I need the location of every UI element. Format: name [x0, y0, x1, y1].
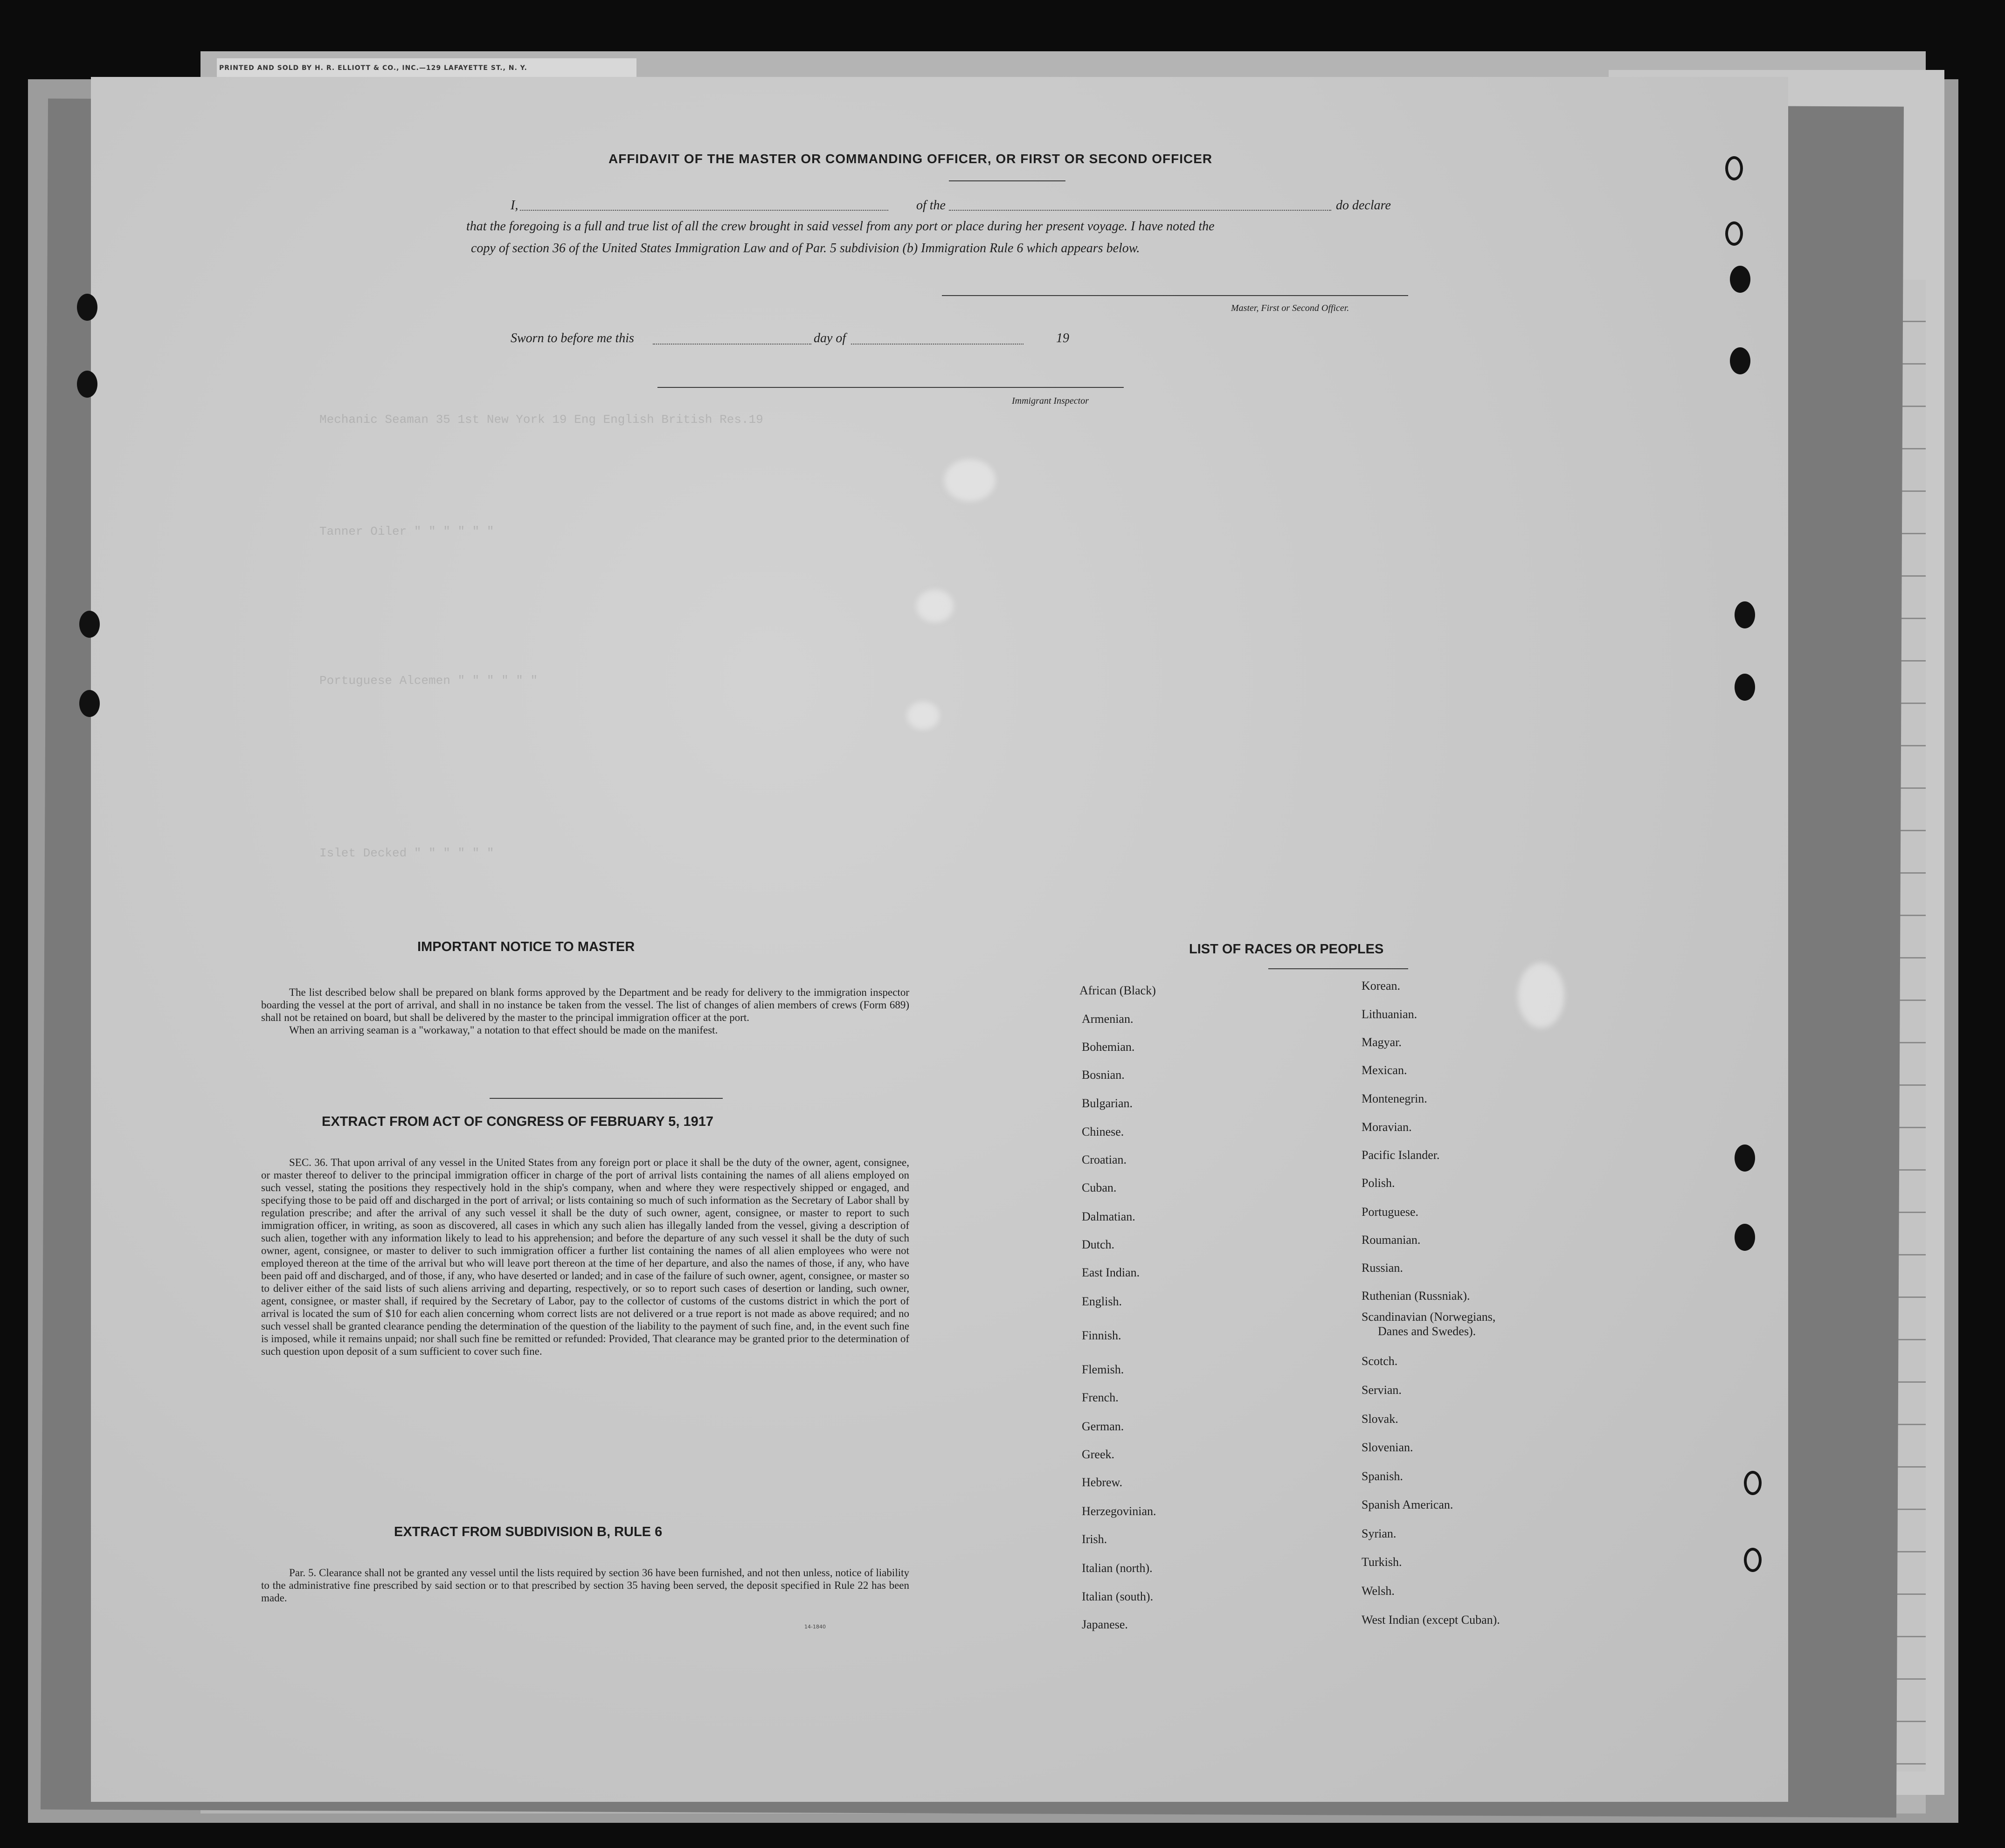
- stain: [1518, 963, 1564, 1028]
- document-page: [91, 77, 1788, 1802]
- ghost-text: Tanner Oiler " " " " " ": [319, 524, 494, 538]
- races-title: LIST OF RACES OR PEOPLES: [1189, 942, 1384, 957]
- race-item: Bosnian.: [1082, 1068, 1125, 1082]
- race-item: Korean.: [1362, 979, 1401, 993]
- binder-hole: [1735, 601, 1755, 628]
- race-item: Cuban.: [1082, 1181, 1117, 1194]
- notice-paragraph-1: The list described below shall be prepared on blank forms approved by the Department and be ready for delivery to the immigration inspector boarding the vessel at the port of arrival, and shall in no instance be taken from the vessel. The list of changes of alien members of crews (Form 689) shall not be retained on board, but shall be delivered by the master to the principal immigration officer at the port.: [261, 986, 909, 1023]
- master-signature-line[interactable]: [942, 295, 1408, 296]
- race-item: Ruthenian (Russniak).: [1362, 1289, 1470, 1303]
- binder-hole: [79, 611, 100, 638]
- section-rule: [490, 1098, 723, 1099]
- binder-hole: [79, 690, 100, 717]
- affidavit-title: AFFIDAVIT OF THE MASTER OR COMMANDING OFFICER, OR FIRST OR SECOND OFFICER: [608, 152, 1213, 166]
- race-item: Italian (north).: [1082, 1561, 1153, 1575]
- affidavit-line-3: copy of section 36 of the United States Immigration Law and of Par. 5 subdivision (b) Immigration Rule 6 which appears below.: [471, 241, 1140, 255]
- race-item: East Indian.: [1082, 1266, 1140, 1279]
- race-item: Japanese.: [1082, 1618, 1128, 1631]
- stain: [944, 459, 996, 501]
- binder-hole: [1744, 1548, 1762, 1572]
- race-item: Spanish.: [1362, 1469, 1403, 1483]
- ghost-text: Portuguese Alcemen " " " " " ": [319, 674, 538, 688]
- race-item: Slovenian.: [1362, 1441, 1413, 1454]
- race-item: Turkish.: [1362, 1555, 1402, 1569]
- extract-rule-text: [261, 1566, 909, 1604]
- race-item: Bulgarian.: [1082, 1096, 1133, 1110]
- race-item: Moravian.: [1362, 1120, 1412, 1134]
- race-item: Servian.: [1362, 1383, 1402, 1397]
- race-item: English.: [1082, 1295, 1122, 1308]
- binder-hole: [1735, 1224, 1755, 1251]
- extract-act-text: [261, 1156, 909, 1358]
- binder-hole: [1744, 1471, 1762, 1495]
- binder-hole: [1725, 221, 1743, 246]
- title-rule: [949, 180, 1065, 181]
- race-item: Bohemian.: [1082, 1040, 1135, 1054]
- race-item: Croatian.: [1082, 1153, 1127, 1166]
- race-item: Welsh.: [1362, 1584, 1395, 1598]
- binder-hole: [1730, 266, 1750, 293]
- binder-hole: [1725, 156, 1743, 180]
- ghost-text: Mechanic Seaman 35 1st New York 19 Eng English British Res.19: [319, 413, 763, 427]
- race-item: Chinese.: [1082, 1125, 1124, 1138]
- binder-hole: [1735, 674, 1755, 701]
- binder-hole: [1735, 1145, 1755, 1172]
- day-of-label: day of: [814, 331, 846, 345]
- sworn-label: Sworn to before me this: [511, 331, 634, 345]
- race-item: African (Black): [1079, 984, 1156, 997]
- year-prefix: 19: [1056, 331, 1069, 345]
- race-item: Syrian.: [1362, 1527, 1397, 1540]
- race-item: Pacific Islander.: [1362, 1148, 1440, 1162]
- do-declare-label: do declare: [1336, 198, 1391, 213]
- race-item: German.: [1082, 1420, 1124, 1433]
- race-item: Spanish American.: [1362, 1498, 1453, 1511]
- race-item: Scotch.: [1362, 1354, 1398, 1368]
- affidavit-i-label: I,: [511, 198, 519, 213]
- race-item: Dalmatian.: [1082, 1210, 1135, 1223]
- stain: [916, 590, 954, 622]
- race-item: Greek.: [1082, 1448, 1115, 1461]
- binder-hole: [77, 371, 97, 398]
- notice-paragraph-2: When an arriving seaman is a "workaway," a notation to that effect should be made on the manifest.: [289, 1024, 718, 1036]
- race-item: Lithuanian.: [1362, 1007, 1417, 1021]
- notice-text: [261, 986, 909, 1036]
- race-item: Hebrew.: [1082, 1476, 1123, 1489]
- extract-act-title: EXTRACT FROM ACT OF CONGRESS OF FEBRUARY 5, 1917: [322, 1114, 714, 1129]
- extract-rule-title: EXTRACT FROM SUBDIVISION B, RULE 6: [394, 1524, 663, 1539]
- inspector-label: Immigrant Inspector: [1012, 396, 1089, 406]
- race-item: Portuguese.: [1362, 1205, 1419, 1219]
- race-item: French.: [1082, 1391, 1119, 1404]
- race-item: Magyar.: [1362, 1035, 1402, 1049]
- race-item: Flemish.: [1082, 1363, 1124, 1376]
- race-item: Scandinavian (Norwegians,: [1362, 1310, 1496, 1324]
- binder-hole: [77, 294, 97, 321]
- of-the-label: of the: [916, 198, 946, 213]
- sworn-day-blank[interactable]: [653, 344, 811, 345]
- vessel-blank[interactable]: [949, 210, 1331, 211]
- race-item-continuation: Danes and Swedes).: [1378, 1324, 1476, 1338]
- race-item: Slovak.: [1362, 1412, 1398, 1426]
- race-item: Armenian.: [1082, 1012, 1134, 1026]
- race-item: Finnish.: [1082, 1329, 1121, 1342]
- affidavit-line-2: that the foregoing is a full and true list of all the crew brought in said vessel from any port or place during her present voyage. I have noted the: [466, 219, 1215, 234]
- race-item: Russian.: [1362, 1261, 1403, 1275]
- race-item: West Indian (except Cuban).: [1362, 1613, 1500, 1627]
- sworn-month-blank[interactable]: [851, 344, 1023, 345]
- master-label: Master, First or Second Officer.: [1231, 303, 1349, 313]
- race-item: Irish.: [1082, 1532, 1107, 1546]
- binder-hole: [1730, 347, 1750, 374]
- race-item: Dutch.: [1082, 1238, 1115, 1251]
- stain: [907, 702, 940, 730]
- par5-paragraph: Par. 5. Clearance shall not be granted any vessel until the lists required by section 36 have been furnished, and not then unless, notice of liability to the administrative fine prescribed by said section or to that prescribed by section 35 having been served, the deposit specified in Rule 22 has been made.: [261, 1567, 909, 1604]
- ghost-text: Islet Decked " " " " " ": [319, 846, 494, 860]
- race-item: Italian (south).: [1082, 1590, 1154, 1603]
- inspector-signature-line[interactable]: [657, 387, 1124, 388]
- race-item: Polish.: [1362, 1176, 1395, 1190]
- name-blank[interactable]: [520, 210, 888, 211]
- race-item: Montenegrin.: [1362, 1092, 1427, 1105]
- form-number: 14-1840: [804, 1624, 826, 1630]
- races-title-rule: [1268, 968, 1408, 969]
- race-item: Herzegovinian.: [1082, 1504, 1156, 1518]
- sec36-paragraph: SEC. 36. That upon arrival of any vessel in the United States from any foreign port or place it shall be the duty of the owner, agent, consignee, or master thereof to deliver to the principal immigration officer in charge of the port of arrival lists containing the names of all aliens employed on such vessel, stating the positions they respectively hold in the ship's company, when and where they were respectively shipped or engaged, and specifying those to be paid off and discharged in the port of arrival; or lists containing so much of such information as the Secretary of Labor shall by regulation prescribe; and after the arrival of any such vessel it shall be the duty of such owner, agent, consignee, or master to report to such immigration officer, in writing, as soon as discovered, all cases in which any such alien has illegally landed from the vessel, giving a description of such alien, together with any information likely to lead to his apprehension; and before the departure of any such vessel it shall be the duty of such owner, agent, consignee, or master to deliver to such immigration officer a further list containing the names of all alien employees who were not employed thereon at the time of the arrival but who will leave port thereon at the time of her departure, and also the names of those, if any, who have been paid off and discharged, and of those, if any, who have deserted or landed; and in case of the failure of such owner, agent, consignee, or master so to deliver either of the said lists of such aliens arriving and departing, respectively, or so to report such cases of desertion or landing, such owner, agent, consignee, or master shall, if required by the Secretary of Labor, pay to the collector of customs of the customs district in which the port of arrival is located the sum of $10 for each alien concerning whom correct lists are not delivered or a true report is not made as above required; and no such vessel shall be granted clearance pending the determination of the question of the liability to the payment of such fine, and, in the event such fine is imposed, while it remains unpaid; nor shall such fine be remitted or refunded: Provided, That clearance may be granted prior to the determination of such question upon deposit of a sum sufficient to cover such fine.: [261, 1157, 909, 1357]
- printer-imprint: PRINTED AND SOLD BY H. R. ELLIOTT & CO., INC.—129 LAFAYETTE ST., N. Y.: [219, 64, 527, 72]
- race-item: Mexican.: [1362, 1063, 1407, 1077]
- race-item: Roumanian.: [1362, 1233, 1421, 1247]
- notice-title: IMPORTANT NOTICE TO MASTER: [417, 939, 635, 954]
